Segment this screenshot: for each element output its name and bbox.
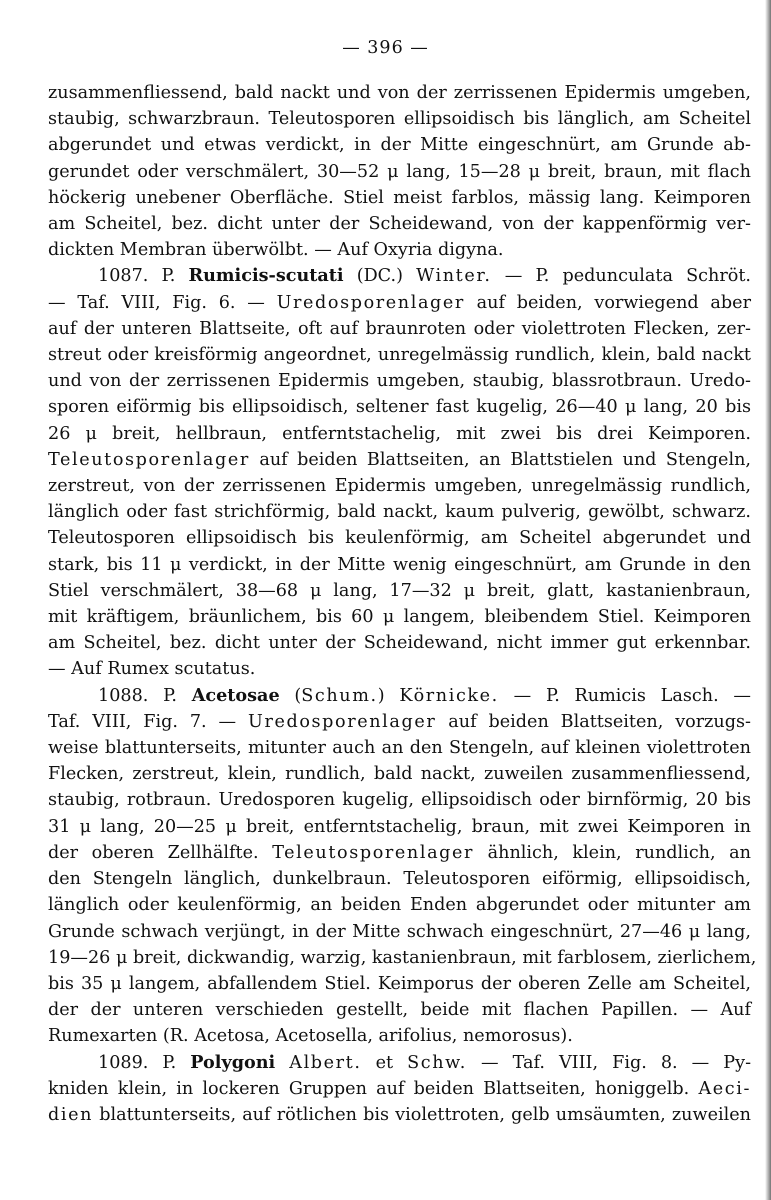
text-line: streut oder kreisförmig angeordnet, unregelmässig rundlich, klein, bald nackt bbox=[48, 345, 751, 366]
text-line: 31 μ lang, 20—25 μ breit, entferntstachelig, braun, mit zwei Keimporen in bbox=[48, 816, 751, 837]
text-line: 19—26 μ breit, dickwandig, warzig, kastanienbraun, mit farblosem, zierlichem, bbox=[48, 947, 757, 968]
text-line: zerstreut, von der zerrissenen Epidermis umgeben, unregelmässig rundlich, bbox=[48, 476, 751, 497]
text-line: der der unteren verschieden gestellt, beide mit flachen Papillen. — Auf bbox=[48, 1000, 751, 1021]
text-line: stark, bis 11 μ verdickt, in der Mitte wenig eingeschnürt, am Grunde in den bbox=[48, 554, 751, 575]
text-line: der oberen Zellhälfte. Teleutosporenlager ähnlich, klein, rundlich, an bbox=[48, 842, 751, 863]
text-line: am Scheitel, bez. dicht unter der Scheidewand, nicht immer gut erkennbar. bbox=[48, 633, 751, 654]
text-line: sporen eiförmig bis ellipsoidisch, seltener fast kugelig, 26—40 μ lang, 20 bis bbox=[48, 397, 751, 418]
species-name: Polygoni bbox=[190, 1051, 276, 1073]
text-line: — Taf. VIII, Fig. 6. — Uredosporenlager auf beiden, vorwiegend aber bbox=[48, 292, 752, 313]
text-line: bis 35 μ langem, abfallendem Stiel. Keimporus der oberen Zelle am Scheitel, bbox=[48, 973, 751, 994]
author-name: Albert. bbox=[289, 1052, 362, 1073]
author-name: Winter. bbox=[416, 266, 492, 287]
text-line: Grunde schwach verjüngt, in der Mitte schwach eingeschnürt, 27—46 μ lang, bbox=[48, 921, 751, 942]
text-line: kniden klein, in lockeren Gruppen auf beiden Blattseiten, honiggelb. Aeci- bbox=[48, 1078, 751, 1099]
text-line: zusammenfliessend, bald nackt und von der zerrissenen Epidermis umgeben, bbox=[48, 83, 751, 103]
entry-heading-1089: 1089. P. Polygoni Albert. et Schw. — Taf. VIII, Fig. 8. — Py- bbox=[98, 1051, 752, 1073]
text-line: länglich oder fast strichförmig, bald nackt, kaum pulverig, gewölbt, schwarz. bbox=[48, 502, 751, 523]
text-line: auf der unteren Blattseite, oft auf braunroten oder violettroten Flecken, zer- bbox=[48, 318, 751, 339]
author-name: Körnicke. bbox=[399, 685, 499, 706]
text-line: gerundet oder verschmälert, 30—52 μ lang, 15—28 μ breit, braun, mit flach bbox=[48, 161, 751, 182]
entry-heading-1087: 1087. P. Rumicis-scutati (DC.) Winter. — P. pedunculata Schröt. bbox=[98, 265, 751, 287]
entry-heading-1088: 1088. P. Acetosae (Schum.) Körnicke. — P. Rumicis Lasch. — bbox=[98, 684, 751, 706]
text-line: den Stengeln länglich, dunkelbraun. Teleutosporen eiförmig, ellipsoidisch, bbox=[48, 869, 751, 890]
text-line: weise blattunterseits, mitunter auch an den Stengeln, auf kleinen violettroten bbox=[48, 738, 751, 759]
scan-edge-shadow bbox=[765, 0, 771, 1200]
text-line: Taf. VIII, Fig. 7. — Uredosporenlager auf beiden Blattseiten, vorzugs- bbox=[48, 711, 752, 732]
species-name: Rumicis-scutati bbox=[188, 265, 344, 287]
text-line: Flecken, zerstreut, klein, rundlich, bald nackt, zuweilen zusammenfliessend, bbox=[48, 764, 751, 785]
page-number: — 396 — bbox=[342, 38, 429, 58]
body-text bbox=[48, 80, 757, 1128]
text-line: dien blattunterseits, auf rötlichen bis violettroten, gelb umsäumten, zuweilen bbox=[48, 1104, 751, 1125]
author-name: Schum. bbox=[301, 685, 378, 706]
text-line: höckerig unebener Oberfläche. Stiel meist farblos, mässig lang. Keimporen bbox=[48, 187, 751, 208]
text-line: dickten Membran überwölbt. — Auf Oxyria digyna. bbox=[48, 240, 504, 261]
species-name: Acetosae bbox=[191, 684, 280, 706]
text-line: am Scheitel, bez. dicht unter der Scheidewand, von der kappenförmig ver- bbox=[48, 214, 751, 235]
text-line: — Auf Rumex scutatus. bbox=[48, 659, 256, 680]
text-line: 26 μ breit, hellbraun, entferntstachelig, mit zwei bis drei Keimporen. bbox=[48, 423, 751, 444]
text-line: Rumexarten (R. Acetosa, Acetosella, arifolius, nemorosus). bbox=[48, 1026, 573, 1047]
text-line: staubig, schwarzbraun. Teleutosporen ellipsoidisch bis länglich, am Scheitel bbox=[48, 109, 751, 130]
text-line: abgerundet und etwas verdickt, in der Mitte eingeschnürt, am Grunde ab- bbox=[48, 135, 751, 156]
text-line: länglich oder keulenförmig, an beiden Enden abgerundet oder mitunter am bbox=[48, 895, 751, 916]
text-line: Teleutosporen ellipsoidisch bis keulenförmig, am Scheitel abgerundet und bbox=[48, 528, 751, 549]
author-name: Schw. bbox=[407, 1052, 467, 1073]
text-line: staubig, rotbraun. Uredosporen kugelig, ellipsoidisch oder birnförmig, 20 bis bbox=[48, 790, 751, 811]
text-line: und von der zerrissenen Epidermis umgeben, staubig, blassrotbraun. Uredo- bbox=[48, 371, 751, 392]
text-line: Teleutosporenlager auf beiden Blattseiten, an Blattstielen und Stengeln, bbox=[48, 449, 751, 470]
text-line: mit kräftigem, bräunlichem, bis 60 μ langem, bleibendem Stiel. Keimporen bbox=[48, 607, 751, 628]
text-line: Stiel verschmälert, 38—68 μ lang, 17—32 μ breit, glatt, kastanienbraun, bbox=[48, 580, 751, 601]
